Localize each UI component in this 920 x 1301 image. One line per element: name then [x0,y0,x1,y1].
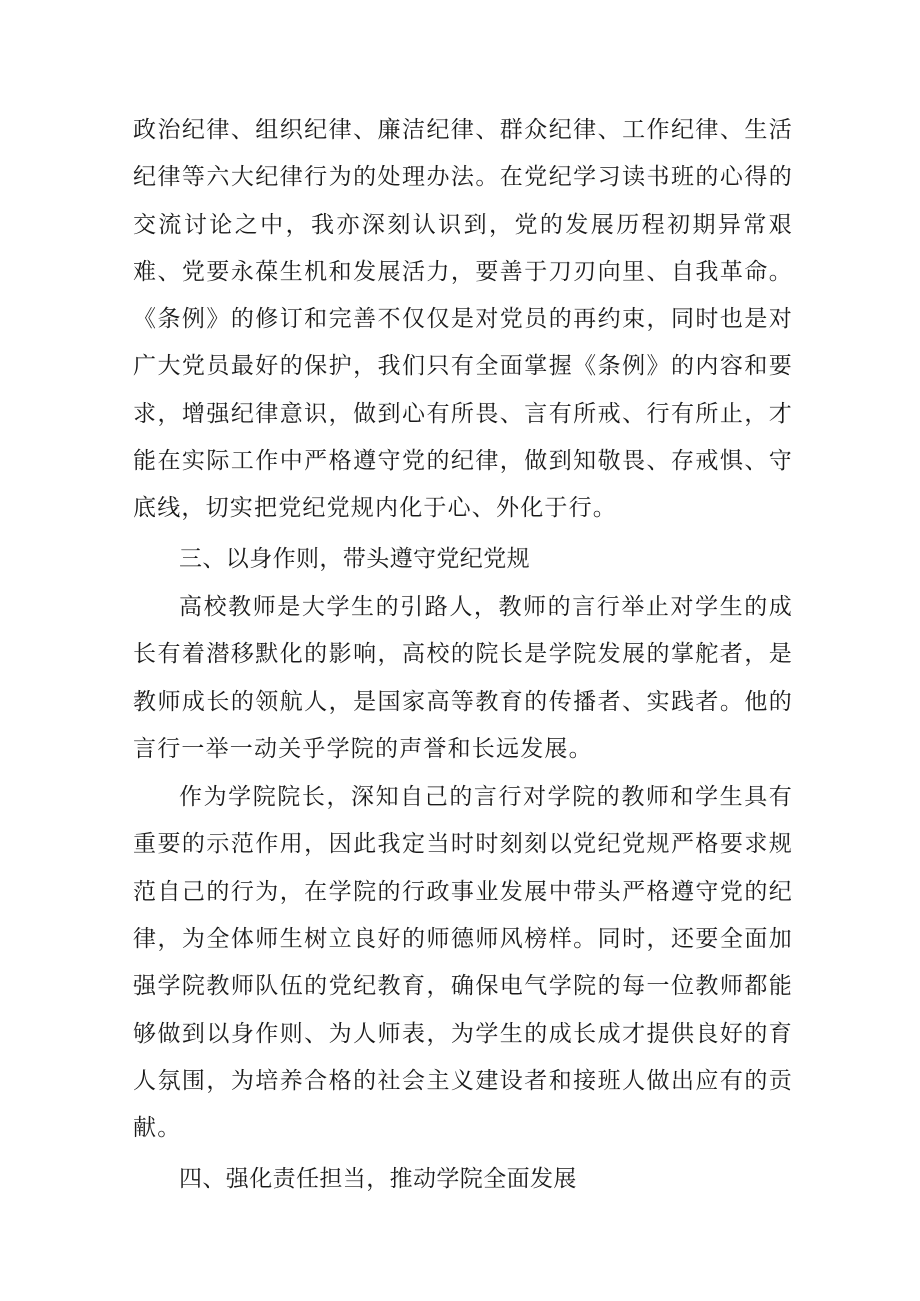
document-body [133,107,793,1204]
section-heading-4: 四、强化责任担当，推动学院全面发展 [179,1165,577,1192]
paragraph-university-teachers: 高校教师是大学生的引路人，教师的言行举止对学生的成长有着潜移默化的影响，高校的院长是学院发展的掌舵者，是教师成长的领航人，是国家高等教育的传播者、实践者。他的言行一举一动关乎学院的声誉和长远发展。 [133,593,793,762]
section-heading-3: 三、以身作则，带头遵守党纪党规 [179,545,530,572]
paragraph-discipline-regulations: 政治纪律、组织纪律、廉洁纪律、群众纪律、工作纪律、生活纪律等六大纪律行为的处理办法。在党纪学习读书班的心得的交流讨论之中，我亦深刻认识到，党的发展历程初期异常艰难、党要永葆生机和发展活力，要善于刀刃向里、自我革命。《条例》的修订和完善不仅仅是对党员的再约束，同时也是对广大党员最好的保护，我们只有全面掌握《条例》的内容和要求，增强纪律意识，做到心有所畏、言有所戒、行有所止，才能在实际工作中严格遵守党的纪律，做到知敬畏、存戒惧、守底线，切实把党纪党规内化于心、外化于行。 [133,117,793,522]
paragraph-dean-role: 作为学院院长，深知自己的言行对学院的教师和学生具有重要的示范作用，因此我定当时时刻刻以党纪党规严格要求规范自己的行为，在学院的行政事业发展中带头严格遵守党的纪律，为全体师生树立良好的师德师风榜样。同时，还要全面加强学院教师队伍的党纪教育，确保电气学院的每一位教师都能够做到以身作则、为人师表，为学生的成长成才提供良好的育人氛围，为培养合格的社会主义建设者和接班人做出应有的贡献。 [133,784,793,1142]
